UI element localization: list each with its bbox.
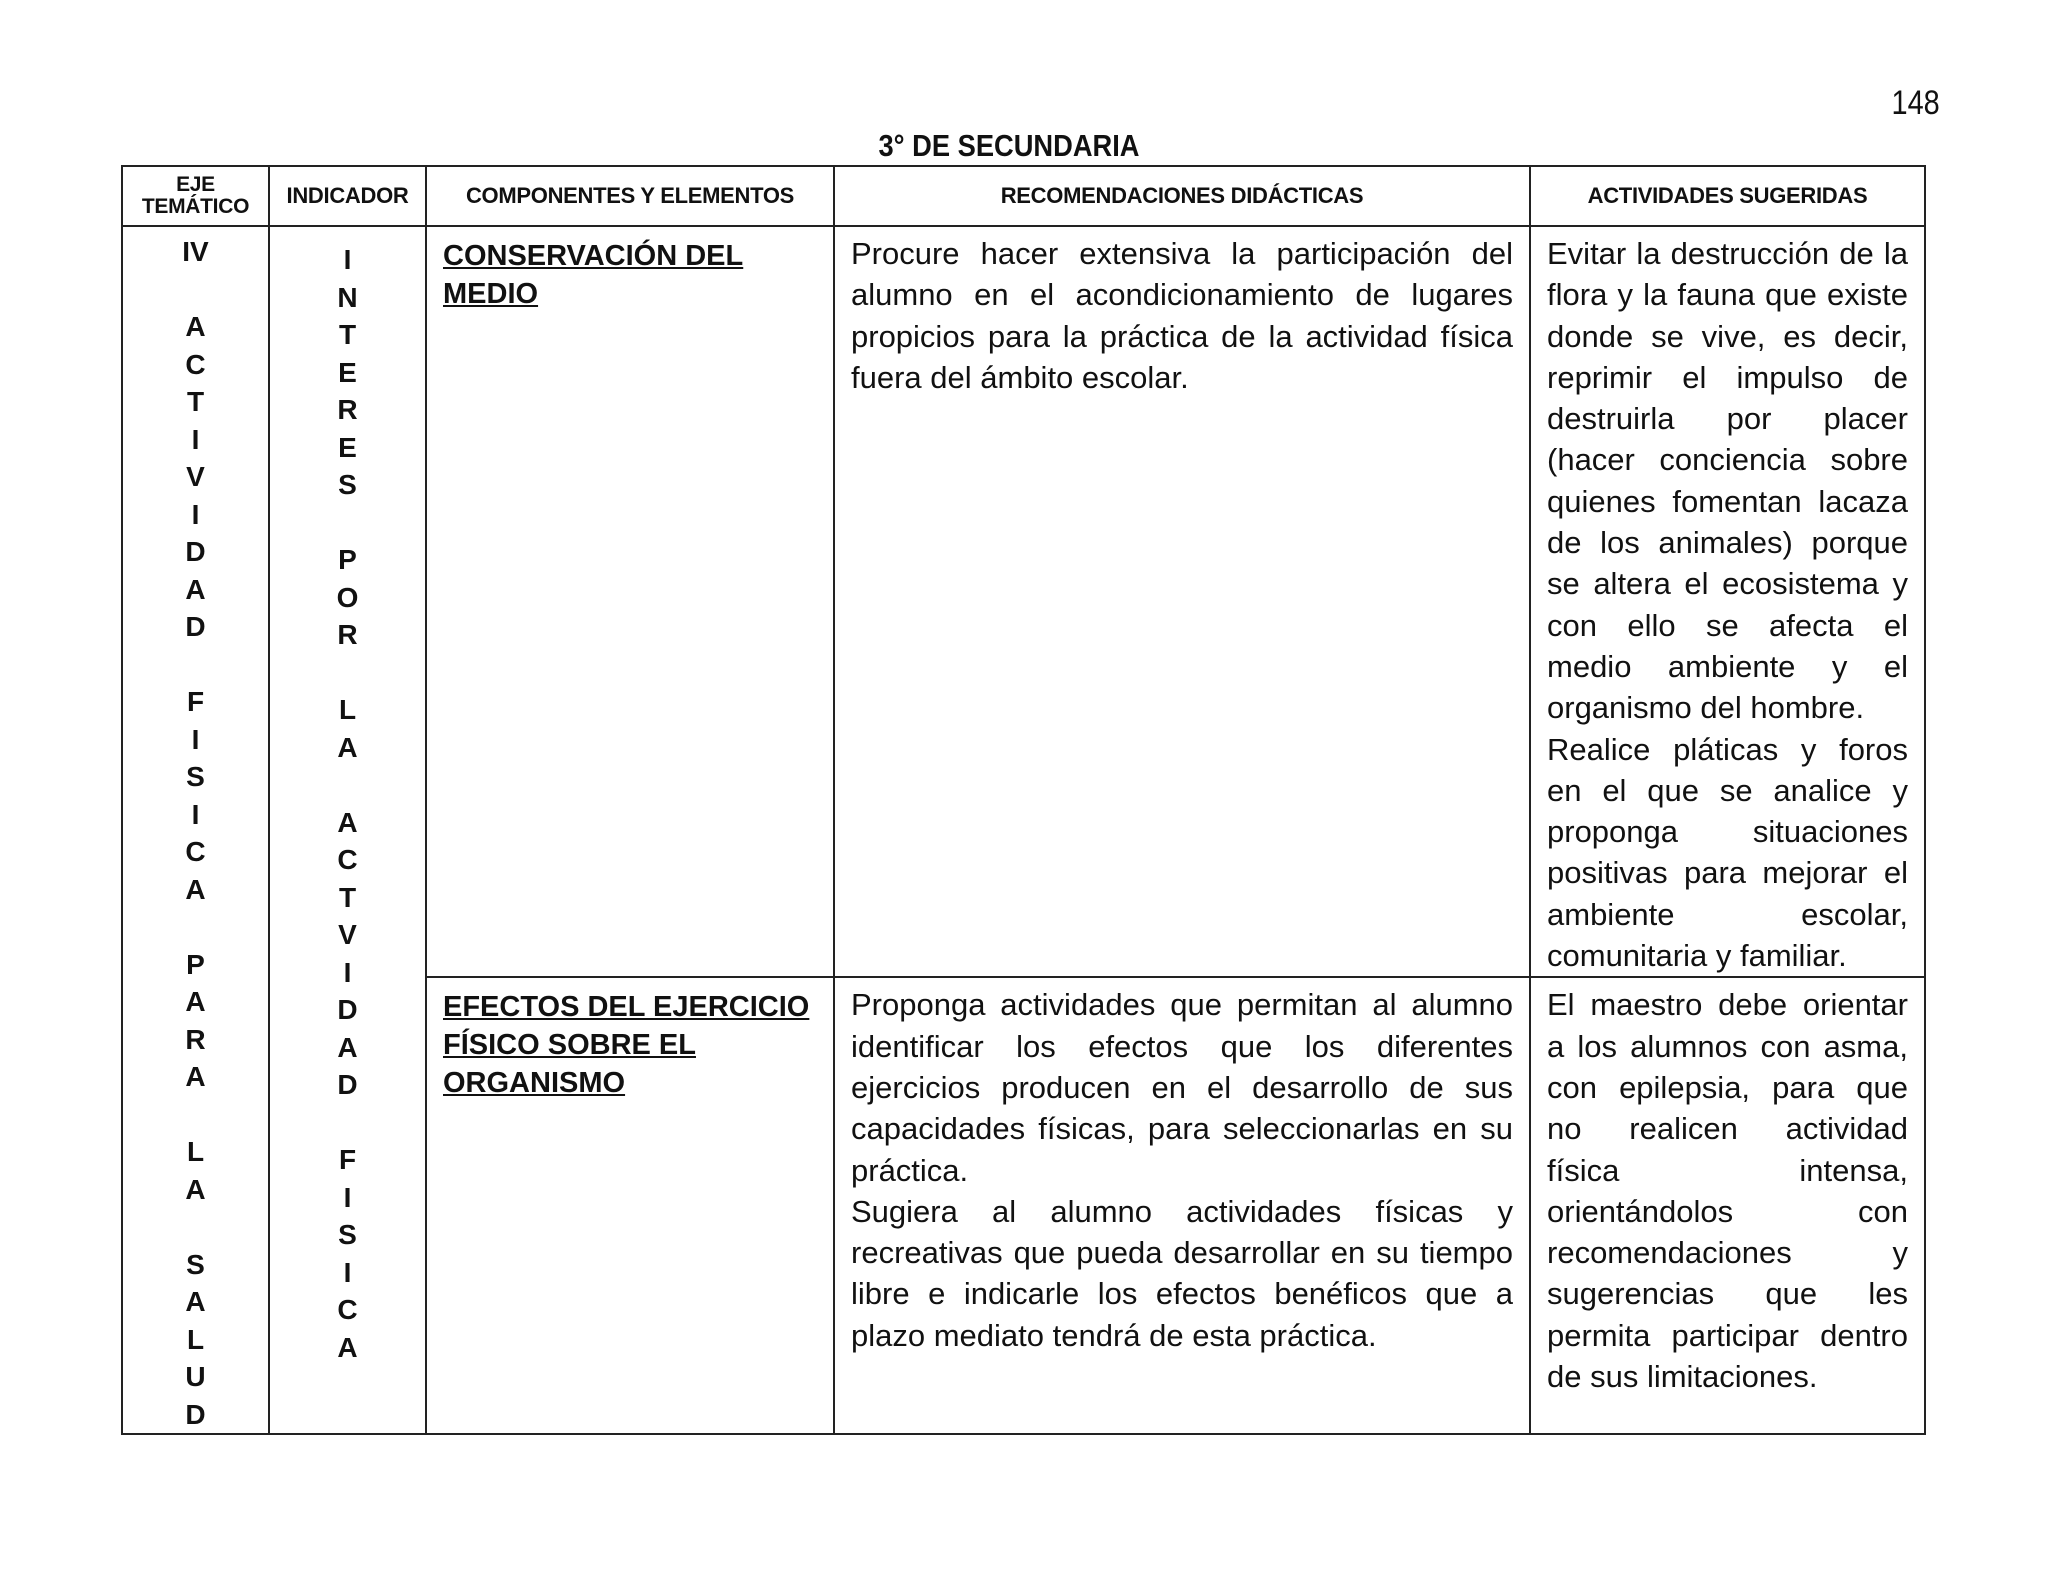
component-cell xyxy=(426,977,834,1434)
vertical-letter xyxy=(123,1096,268,1134)
vertical-letter: A xyxy=(337,806,358,838)
vertical-letter: I xyxy=(191,498,200,530)
vertical-letter: A xyxy=(185,1286,206,1317)
recommendation-text: Sugiera al alumno actividades físicas y recreativas que pueda desarrollar en su tiempo libre e indicarle los efectos benéficos que a plazo mediato tendrá de esta práctica. xyxy=(851,1193,1513,1353)
vertical-letter: R xyxy=(337,394,358,425)
document-title: 3° DE SECUNDARIA xyxy=(878,128,1140,163)
vertical-letter: V xyxy=(338,919,357,950)
vertical-letter: A xyxy=(337,1331,358,1363)
vertical-letter: C xyxy=(337,844,358,875)
vertical-letter: D xyxy=(185,1398,206,1430)
activities-cell xyxy=(1530,226,1925,977)
activity-text: Realice pláticas y foros en el que se analice y proponga situaciones positivas para mejorar el ambiente escolar, comunitaria y familiar. xyxy=(1547,731,1908,974)
vertical-letter xyxy=(123,271,268,309)
vertical-letter: E xyxy=(338,431,357,463)
vertical-letter: A xyxy=(337,731,358,763)
vertical-letter: D xyxy=(185,611,206,642)
vertical-letter xyxy=(123,1208,268,1246)
vertical-letter: N xyxy=(337,281,358,313)
vertical-letter: I xyxy=(343,244,352,275)
component-title: CONSERVACIÓN DEL MEDIO xyxy=(443,240,744,310)
vertical-letter: S xyxy=(186,761,205,792)
vertical-letter: F xyxy=(186,686,205,717)
vertical-letter: I xyxy=(343,1256,352,1288)
vertical-letter xyxy=(123,908,268,946)
activity-text: Evitar la destrucción de la flora y la fauna que existe donde se vive, es decir, reprimir el impulso de destruirla por placer (hacer conciencia sobre quienes fomentan lacaza de los animales) porque se altera el ecosistema y con ello se afecta el medio ambiente y el organismo del hombre. xyxy=(1547,236,1908,726)
vertical-letter xyxy=(270,766,425,804)
vertical-letter: L xyxy=(186,1323,205,1355)
vertical-letter: C xyxy=(185,836,206,867)
vertical-letter: I xyxy=(191,423,200,455)
vertical-letter: O xyxy=(336,581,359,613)
recommendations-cell xyxy=(834,226,1530,977)
vertical-letter: C xyxy=(185,348,206,380)
page-number: 148 xyxy=(1891,84,1940,122)
vertical-letter: L xyxy=(186,1136,205,1167)
curriculum-table xyxy=(121,165,1926,1435)
header-recomendaciones: RECOMENDACIONES DIDÁCTICAS xyxy=(834,166,1530,226)
vertical-letter: T xyxy=(338,319,357,350)
component-title: EFECTOS DEL EJERCICIO FÍSICO SOBRE EL ORGANISMO xyxy=(443,991,810,1100)
vertical-letter: S xyxy=(338,469,357,500)
vertical-letter: I xyxy=(191,798,200,830)
vertical-letter: R xyxy=(185,1023,206,1055)
vertical-letter xyxy=(270,504,425,542)
vertical-letter: D xyxy=(337,994,358,1025)
vertical-letter: T xyxy=(186,386,205,417)
table-header-row xyxy=(122,166,1925,226)
component-cell xyxy=(426,226,834,977)
vertical-letter: A xyxy=(185,1173,206,1205)
indicador-cell xyxy=(269,226,426,1434)
vertical-letter xyxy=(270,654,425,692)
header-indicador: INDICADOR xyxy=(269,166,426,226)
vertical-letter: S xyxy=(186,1248,205,1280)
vertical-letter: I xyxy=(343,1181,352,1213)
eje-tematico-cell xyxy=(122,226,269,1434)
vertical-letter: P xyxy=(186,948,205,980)
vertical-letter: I xyxy=(191,723,200,755)
header-actividades: ACTIVIDADES SUGERIDAS xyxy=(1530,166,1925,226)
vertical-letter: E xyxy=(338,356,357,388)
vertical-letter: IV xyxy=(182,236,209,267)
vertical-letter: A xyxy=(337,1031,358,1063)
vertical-letter: A xyxy=(185,873,206,905)
vertical-letter: D xyxy=(337,1069,358,1100)
vertical-letter: R xyxy=(337,619,358,650)
recommendation-text: Procure hacer extensiva la participación del alumno en el acondicionamiento de lugares propicios para la práctica de la actividad física fuera del ámbito escolar. xyxy=(851,236,1513,395)
vertical-letter xyxy=(270,1104,425,1142)
vertical-letter: V xyxy=(186,461,205,492)
header-componentes: COMPONENTES Y ELEMENTOS xyxy=(426,166,834,226)
header-eje-tematico: EJE TEMÁTICO xyxy=(122,166,269,226)
vertical-letter: I xyxy=(343,956,352,988)
activities-cell xyxy=(1530,977,1925,1434)
vertical-letter: F xyxy=(338,1144,357,1175)
vertical-letter: C xyxy=(337,1294,358,1325)
vertical-letter: A xyxy=(185,986,206,1017)
vertical-letter xyxy=(123,646,268,684)
activity-text: El maestro debe orientar a los alumnos con asma, con epilepsia, para que no realicen actividad física intensa, orientándolos con recomendaciones y sugerencias que les permita participar dentro de sus limitaciones. xyxy=(1547,987,1908,1395)
table-row xyxy=(122,226,1925,977)
vertical-letter: L xyxy=(338,694,357,725)
vertical-letter: A xyxy=(185,1061,206,1092)
recommendations-cell xyxy=(834,977,1530,1434)
vertical-letter: A xyxy=(185,311,206,342)
vertical-letter: T xyxy=(338,881,357,913)
vertical-letter: S xyxy=(338,1219,357,1250)
vertical-letter: A xyxy=(185,573,206,605)
vertical-letter: U xyxy=(185,1361,206,1392)
vertical-letter: P xyxy=(338,544,357,575)
recommendation-text: Proponga actividades que permitan al alumno identificar los efectos que los diferentes ejercicios producen en el desarrollo de sus capacidades físicas, para seleccionarlas en su práctica. xyxy=(851,987,1513,1188)
vertical-letter: D xyxy=(185,536,206,567)
